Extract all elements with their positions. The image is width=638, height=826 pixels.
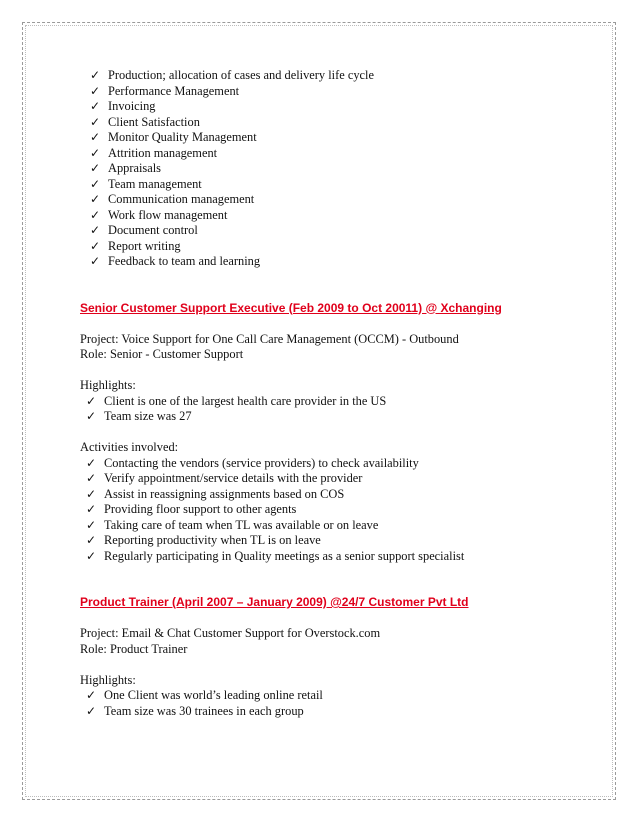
list-item: ✓ Team size was 27 (86, 409, 192, 423)
list-item: ✓ Assist in reassigning assignments based on COS (86, 486, 345, 501)
list-item: ✓ Communication management (90, 192, 255, 206)
checkmark-icon: ✓ (86, 471, 97, 485)
checkmark-icon: ✓ (90, 83, 101, 98)
list-item: ✓ Monitor Quality Management (90, 130, 257, 144)
project-line: Project: Email & Chat Customer Support for Overstock.com (80, 626, 381, 640)
checkmark-icon: ✓ (90, 145, 101, 160)
highlights-label: Highlights: (80, 378, 136, 392)
project-line: Project: Voice Support for One Call Care Management (OCCM) - Outbound (80, 331, 459, 346)
checkmark-icon: ✓ (90, 161, 101, 175)
checkmark-icon: ✓ (86, 533, 97, 547)
list-item: ✓ Appraisals (90, 161, 161, 175)
list-item: ✓ Report writing (90, 238, 181, 253)
list-item: ✓ Team size was 30 trainees in each group (86, 703, 304, 718)
list-item: ✓ Regularly participating in Quality meetings as a senior support specialist (86, 548, 465, 563)
list-item: ✓ Taking care of team when TL was available or on leave (86, 517, 379, 532)
checkmark-icon: ✓ (90, 68, 101, 82)
highlights-label: Highlights: (80, 672, 136, 687)
highlights-list (80, 688, 552, 719)
role-line: Role: Senior - Customer Support (80, 347, 244, 361)
checkmark-icon: ✓ (90, 99, 101, 113)
checkmark-icon: ✓ (86, 455, 97, 470)
checkmark-icon: ✓ (90, 130, 101, 144)
checkmark-icon: ✓ (86, 502, 97, 516)
checkmark-icon: ✓ (90, 207, 101, 222)
checkmark-icon: ✓ (86, 548, 97, 563)
list-item: ✓ Contacting the vendors (service providers) to check availability (86, 455, 419, 470)
list-item: ✓ Verify appointment/service details with the provider (86, 471, 363, 485)
job-heading-product-trainer: Product Trainer (April 2007 – January 2009) @24/7 Customer Pvt Ltd (80, 595, 469, 609)
checkmark-icon: ✓ (90, 223, 101, 237)
list-item: ✓ Client is one of the largest health care provider in the US (86, 393, 387, 408)
activities-list (80, 456, 552, 565)
list-item: ✓ Team management (90, 176, 202, 191)
checkmark-icon: ✓ (90, 238, 101, 253)
checkmark-icon: ✓ (86, 517, 97, 532)
list-item: ✓ Providing floor support to other agents (86, 502, 297, 516)
role-line: Role: Product Trainer (80, 641, 188, 656)
list-item: ✓ One Client was world’s leading online retail (86, 688, 323, 702)
checkmark-icon: ✓ (86, 409, 97, 423)
list-item: ✓ Production; allocation of cases and delivery life cycle (90, 68, 374, 82)
list-item: ✓ Document control (90, 223, 198, 237)
list-item: ✓ Work flow management (90, 207, 228, 222)
checkmark-icon: ✓ (90, 192, 101, 206)
checkmark-icon: ✓ (90, 254, 101, 268)
list-item: ✓ Feedback to team and learning (90, 254, 261, 268)
highlights-list (80, 394, 552, 425)
list-item: ✓ Performance Management (90, 83, 240, 98)
checkmark-icon: ✓ (90, 114, 101, 129)
list-item: ✓ Invoicing (90, 99, 156, 113)
list-item: ✓ Reporting productivity when TL is on leave (86, 533, 321, 547)
checkmark-icon: ✓ (86, 486, 97, 501)
list-item: ✓ Client Satisfaction (90, 114, 200, 129)
list-item: ✓ Attrition management (90, 145, 218, 160)
checkmark-icon: ✓ (86, 393, 97, 408)
resume-content (80, 68, 552, 719)
responsibilities-list (92, 68, 552, 270)
checkmark-icon: ✓ (86, 703, 97, 718)
job-heading-senior-support: Senior Customer Support Executive (Feb 2009 to Oct 20011) @ Xchanging (80, 300, 502, 315)
checkmark-icon: ✓ (86, 688, 97, 702)
checkmark-icon: ✓ (90, 176, 101, 191)
activities-label: Activities involved: (80, 440, 179, 454)
